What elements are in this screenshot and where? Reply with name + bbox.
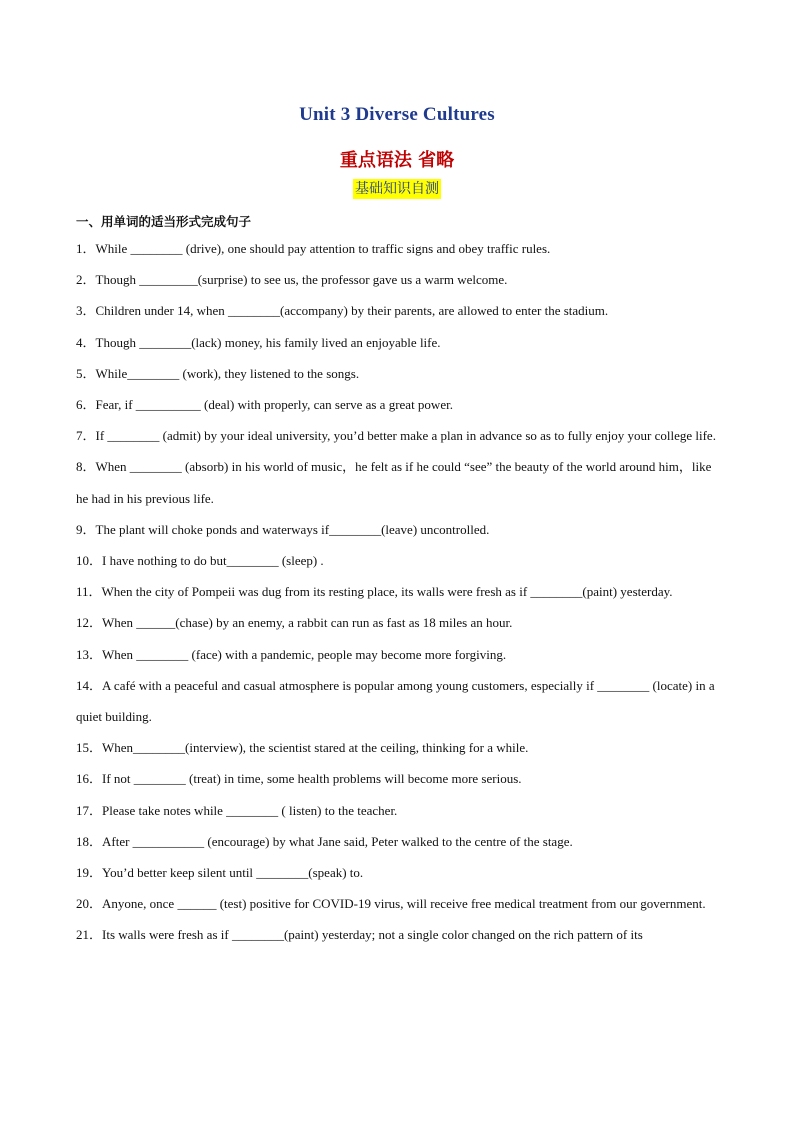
- question-item: 15．When________(interview), the scientist stared at the ceiling, thinking for a while.: [76, 740, 529, 756]
- question-item: 17．Please take notes while ________ ( listen) to the teacher.: [76, 802, 398, 818]
- question-item: 11．When the city of Pompeii was dug from its resting place, its walls were fresh as if ________(paint) yesterday.: [76, 584, 673, 600]
- question-item: 21．Its walls were fresh as if ________(paint) yesterday; not a single color changed on the rich pattern of its: [76, 927, 643, 943]
- question-item: 18．After ___________ (encourage) by what Jane said, Peter walked to the centre of the stage.: [76, 833, 573, 849]
- question-item: 16．If not ________ (treat) in time, some health problems will become more serious.: [76, 771, 522, 787]
- question-item: 20．Anyone, once ______ (test) positive for COVID-19 virus, will receive free medical treatment from our government.: [76, 896, 706, 912]
- badge-container: [0, 179, 794, 199]
- question-list: [76, 233, 726, 951]
- question-item: 2．Though _________(surprise) to see us, the professor gave us a warm welcome.: [76, 272, 508, 288]
- question-item: 1．While ________ (drive), one should pay attention to traffic signs and obey traffic rules.: [76, 241, 551, 256]
- question-item: 8．When ________ (absorb) in his world of music，he felt as if he could “see” the beauty of the world around him，like he had in his previous life.: [76, 459, 712, 506]
- question-item: 6．Fear, if __________ (deal) with properly, can serve as a great power.: [76, 397, 453, 413]
- question-item: 10．I have nothing to do but________ (sleep) .: [76, 553, 324, 569]
- question-item: 13．When ________ (face) with a pandemic, people may become more forgiving.: [76, 646, 507, 662]
- section-badge: 基础知识自测: [355, 181, 439, 197]
- question-item: 19．You’d better keep silent until ________(speak) to.: [76, 865, 364, 881]
- page-title: Unit 3 Diverse Cultures: [299, 104, 495, 125]
- question-item: 7．If ________ (admit) by your ideal university, you’d better make a plan in advance so as to fully enjoy your college life.: [76, 428, 716, 444]
- question-item: 9．The plant will choke ponds and waterways if________(leave) uncontrolled.: [76, 521, 490, 537]
- question-item: 12．When ______(chase) by an enemy, a rabbit can run as fast as 18 miles an hour.: [76, 615, 513, 631]
- question-item: 5．While________ (work), they listened to the songs.: [76, 365, 360, 381]
- page-subtitle: 重点语法 省略: [339, 150, 455, 171]
- question-item: 3．Children under 14, when ________(accompany) by their parents, are allowed to enter the stadium.: [76, 303, 609, 319]
- question-item: 14．A café with a peaceful and casual atmosphere is popular among young customers, especially if ________ (locate) in a quiet building.: [76, 677, 715, 725]
- section-heading: 一、用单词的适当形式完成句子: [76, 214, 252, 229]
- question-item: 4．Though ________(lack) money, his family lived an enjoyable life.: [76, 334, 441, 350]
